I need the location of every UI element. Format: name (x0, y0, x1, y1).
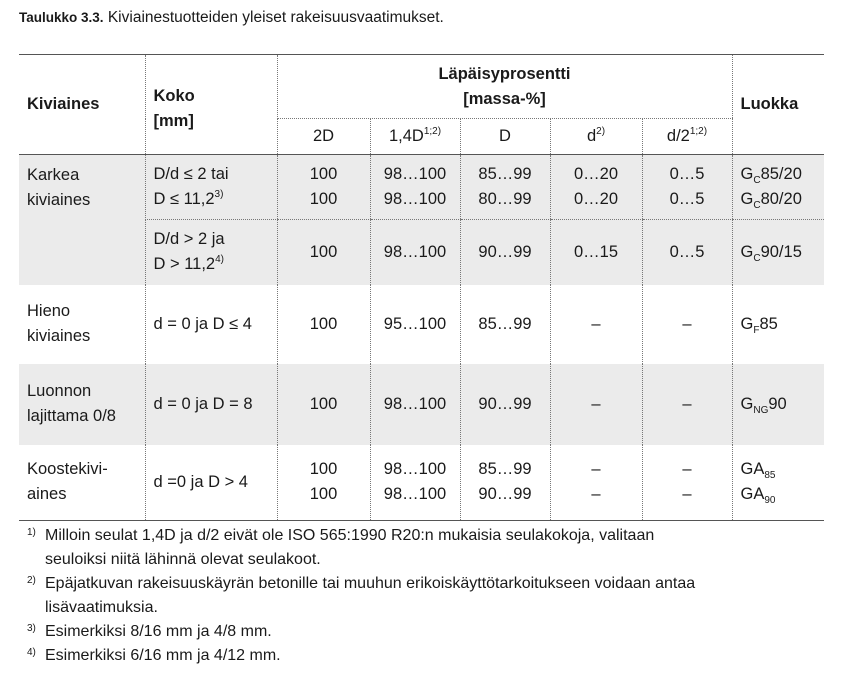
row-label-hieno: Hieno kiviaines (27, 302, 91, 345)
cell-d-small: – (550, 364, 642, 445)
header-lapaisyprosentti (277, 55, 732, 119)
cell-d-small: – – (550, 445, 642, 521)
cell-d-half: – – (642, 445, 732, 521)
subheader-2d: 2D (277, 119, 370, 155)
table-row (19, 445, 824, 521)
cell-1-4d: 98…100 (370, 220, 460, 285)
row-koko: d = 0 ja D = 8 (145, 364, 277, 445)
caption-title: Kiviainestuotteiden yleiset rakeisuusvaatimukset. (107, 9, 444, 26)
row-label-luonnon: Luonnon lajittama 0/8 (19, 364, 145, 445)
cell-d: 85…99 90…99 (460, 445, 550, 521)
gradation-table (19, 54, 824, 521)
row-label-koostekiviaines: Koostekivi- aines (19, 445, 145, 521)
cell-2d: 100 (277, 364, 370, 445)
caption-label: Taulukko 3.3. (19, 10, 104, 25)
row-koko: D/d > 2 ja $D > 11,2^{4)}$ (145, 220, 277, 285)
cell-1-4d: 98…100 (370, 364, 460, 445)
cell-1-4d: 98…100 98…100 (370, 155, 460, 220)
cell-1-4d: 95…100 (370, 285, 460, 364)
footnote-4 (27, 644, 817, 668)
row-koko: d = 0 ja D ≤ 4 (145, 285, 277, 364)
cell-d: 90…99 (460, 220, 550, 285)
cell-1-4d: 98…100 98…100 (370, 445, 460, 521)
footnote-text: Milloin seulat 1,4D ja d/2 eivät ole ISO 565:1990 R20:n mukaisia seulakokoja, valitaan seuloiksi niitä lähinnä olevat seulakoot. (45, 527, 655, 568)
row-koko: D/d ≤ 2 tai $D \le 11,2^{3)}$ (145, 155, 277, 220)
header-koko-line2: [mm] (153, 112, 194, 130)
subheader-d-half: d/2$^{1;2)}$ (642, 119, 732, 155)
row-koko: d =0 ja D > 4 (145, 445, 277, 521)
footnote-number: 1) (27, 527, 36, 538)
cell-d-small: 0…15 (550, 220, 642, 285)
row-label-karkea: Karkea kiviaines (19, 155, 145, 285)
footnote-3 (27, 620, 817, 644)
footnote-text: Esimerkiksi 8/16 mm ja 4/8 mm. (45, 623, 272, 640)
cell-luokka: $G_F85$ (732, 285, 824, 364)
cell-2d: 100 100 (277, 445, 370, 521)
table-row (19, 364, 824, 445)
cell-luokka: $G_{NG}90$ (732, 364, 824, 445)
cell-luokka: $G_C90/15$ (732, 220, 824, 285)
footnote-2 (27, 572, 817, 620)
table-row (19, 285, 824, 364)
subheader-1-4d: $1,4D^{1;2)}$ (370, 119, 460, 155)
cell-d: 85…99 (460, 285, 550, 364)
footnote-text: Epäjatkuvan rakeisuuskäyrän betonille tai muuhun erikoiskäyttötarkoitukseen voidaan antaa lisävaatimuksia. (45, 575, 696, 616)
header-lapaisy-line2: [massa-%] (463, 89, 546, 108)
subheader-d-small: $d^{2)}$ (550, 119, 642, 155)
cell-luokka: $GA_{85}$ $GA_{90}$ (732, 445, 824, 521)
footnote-1 (27, 524, 817, 572)
cell-d-half: 0…5 (642, 220, 732, 285)
cell-2d: 100 (277, 220, 370, 285)
subheader-d: D (460, 119, 550, 155)
header-kiviaines: Kiviaines (19, 55, 145, 155)
cell-d-half: – (642, 364, 732, 445)
cell-d: 90…99 (460, 364, 550, 445)
cell-d: 85…99 80…99 (460, 155, 550, 220)
footnote-text: Esimerkiksi 6/16 mm ja 4/12 mm. (45, 647, 281, 664)
cell-luokka: $G_C85/20$ $G_C80/20$ (732, 155, 824, 220)
footnote-number: 3) (27, 623, 36, 634)
header-koko-line1: Koko (153, 87, 195, 105)
cell-d-small: – (550, 285, 642, 364)
cell-d-half: 0…5 0…5 (642, 155, 732, 220)
table-caption (19, 9, 444, 27)
cell-2d: 100 (277, 285, 370, 364)
table-row (19, 155, 824, 220)
header-koko (145, 55, 277, 155)
footnotes (27, 524, 817, 668)
footnote-number: 4) (27, 647, 36, 658)
footnote-number: 2) (27, 575, 36, 586)
header-lapaisy-line1: Läpäisyprosentti (438, 64, 571, 83)
cell-d-half: – (642, 285, 732, 364)
header-luokka: Luokka (732, 55, 824, 155)
cell-2d: 100 100 (277, 155, 370, 220)
cell-d-small: 0…20 0…20 (550, 155, 642, 220)
